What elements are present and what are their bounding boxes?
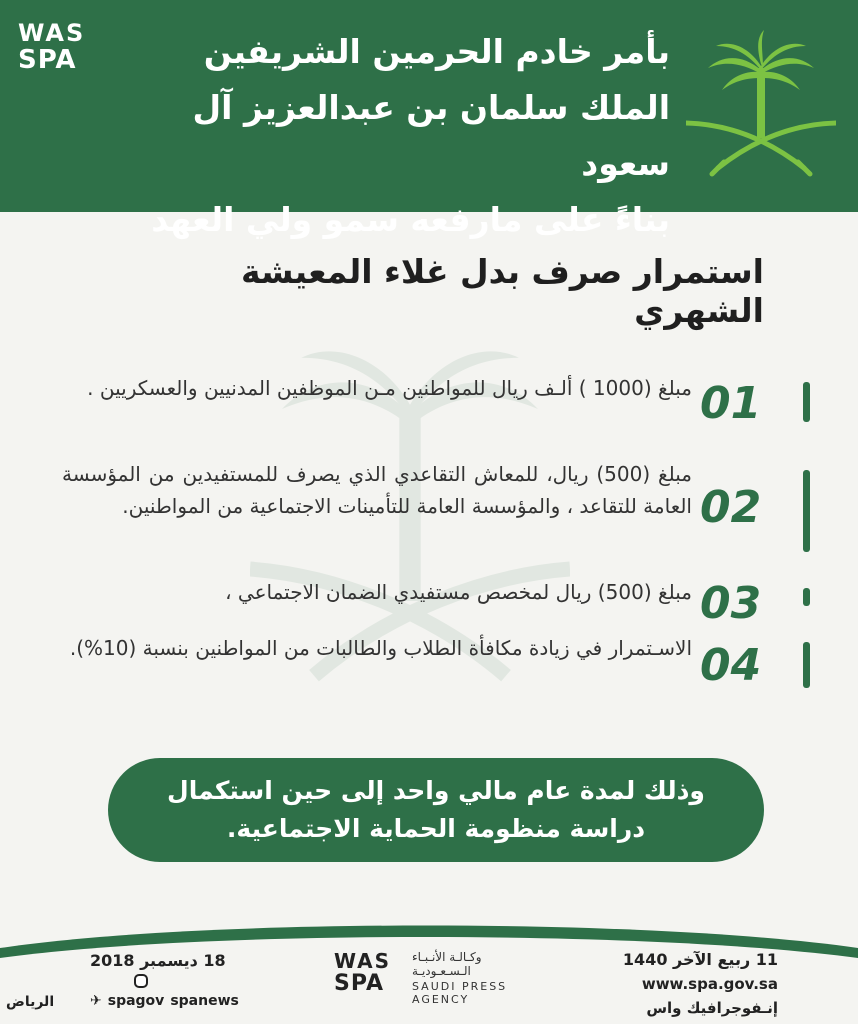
item-text: مبلغ (1000 ) ألـف ريال للمواطنين مـن الموظفين المدنيين والعسكريين . xyxy=(87,376,692,400)
item-text: مبلغ (500) ريال لمخصص مستفيدي الضمان الاجتماعي ، xyxy=(225,580,692,604)
item-bar xyxy=(803,588,810,606)
gregorian-date: 18 ديسمبر 2018 xyxy=(90,951,226,970)
twitter-icon[interactable]: ✈ xyxy=(90,993,102,1009)
item-number: 04 xyxy=(700,640,762,691)
agency-mark-top: WAS xyxy=(334,949,392,973)
list-item xyxy=(50,378,810,442)
footer-left-block xyxy=(90,948,270,1014)
item-number: 02 xyxy=(700,482,762,533)
item-text: الاسـتمرار في زيادة مكافأة الطلاب والطالبات من المواطنين بنسبة (10%). xyxy=(69,636,692,660)
agency-name-ar xyxy=(412,950,522,978)
footer xyxy=(0,930,858,1024)
social-icons-row xyxy=(90,974,270,988)
agency-mark-bottom: SPA xyxy=(334,971,384,996)
agency-mark xyxy=(334,950,404,996)
logo-bottom-text: SPA xyxy=(18,45,77,75)
list-item xyxy=(50,462,810,562)
agency-logo xyxy=(334,950,524,1012)
instagram-icon[interactable] xyxy=(134,974,148,988)
note-line-1: وذلك لمدة عام مالي واحد إلى حين استكمال xyxy=(167,776,705,805)
hijri-date: 11 ربيع الآخر 1440 xyxy=(622,950,778,969)
instagram-handle[interactable]: spanews xyxy=(170,993,239,1009)
item-bar xyxy=(803,382,810,422)
logo-top-text: WAS xyxy=(18,19,86,47)
note-line-2: دراسة منظومة الحماية الاجتماعية. xyxy=(226,814,646,843)
header-heading xyxy=(110,24,670,248)
page-title: استمرار صرف بدل غلاء المعيشة الشهري xyxy=(241,252,764,330)
item-bar xyxy=(803,470,810,552)
website-link[interactable]: www.spa.gov.sa xyxy=(641,975,778,993)
footer-right-block xyxy=(598,948,778,1020)
list-item xyxy=(50,636,810,700)
item-text: مبلغ (500) ريال، للمعاش التقاعدي الذي يصرف للمستفيدين من المؤسسة العامة للتقاعد ، والمؤسسة العامة للتأمينات الاجتماعية من المواطنين. xyxy=(62,462,692,518)
palm-swords-emblem-icon xyxy=(686,28,836,178)
corner-brand: الرياض xyxy=(6,994,55,1010)
list-item xyxy=(50,578,810,629)
agency-name-en-line2: AGENCY xyxy=(412,993,470,1006)
item-bar xyxy=(803,642,810,688)
header-line-2: الملك سلمان بن عبدالعزيز آل سعود xyxy=(192,88,670,183)
item-number: 01 xyxy=(700,378,762,429)
header-line-3: بناءً على مارفعه سمو ولي العهد xyxy=(151,200,670,239)
header-banner xyxy=(0,0,858,239)
agency-name-ar-line1: وكـالـة الأنـبـاء xyxy=(412,950,482,964)
header-line-1: بأمر خادم الحرمين الشريفين xyxy=(203,32,670,71)
agency-name-ar-line2: الـسـعـوديـة xyxy=(412,964,471,978)
agency-name-en-line1: SAUDI PRESS xyxy=(412,980,508,993)
agency-name-en xyxy=(412,980,522,1006)
item-number: 03 xyxy=(700,578,762,629)
spa-logo xyxy=(18,20,98,76)
note-banner xyxy=(108,758,764,862)
infographic-label: إنـفوجرافيك واس xyxy=(646,999,778,1017)
social-handles-row xyxy=(90,988,270,1014)
twitter-handle[interactable]: spagov xyxy=(107,993,165,1009)
